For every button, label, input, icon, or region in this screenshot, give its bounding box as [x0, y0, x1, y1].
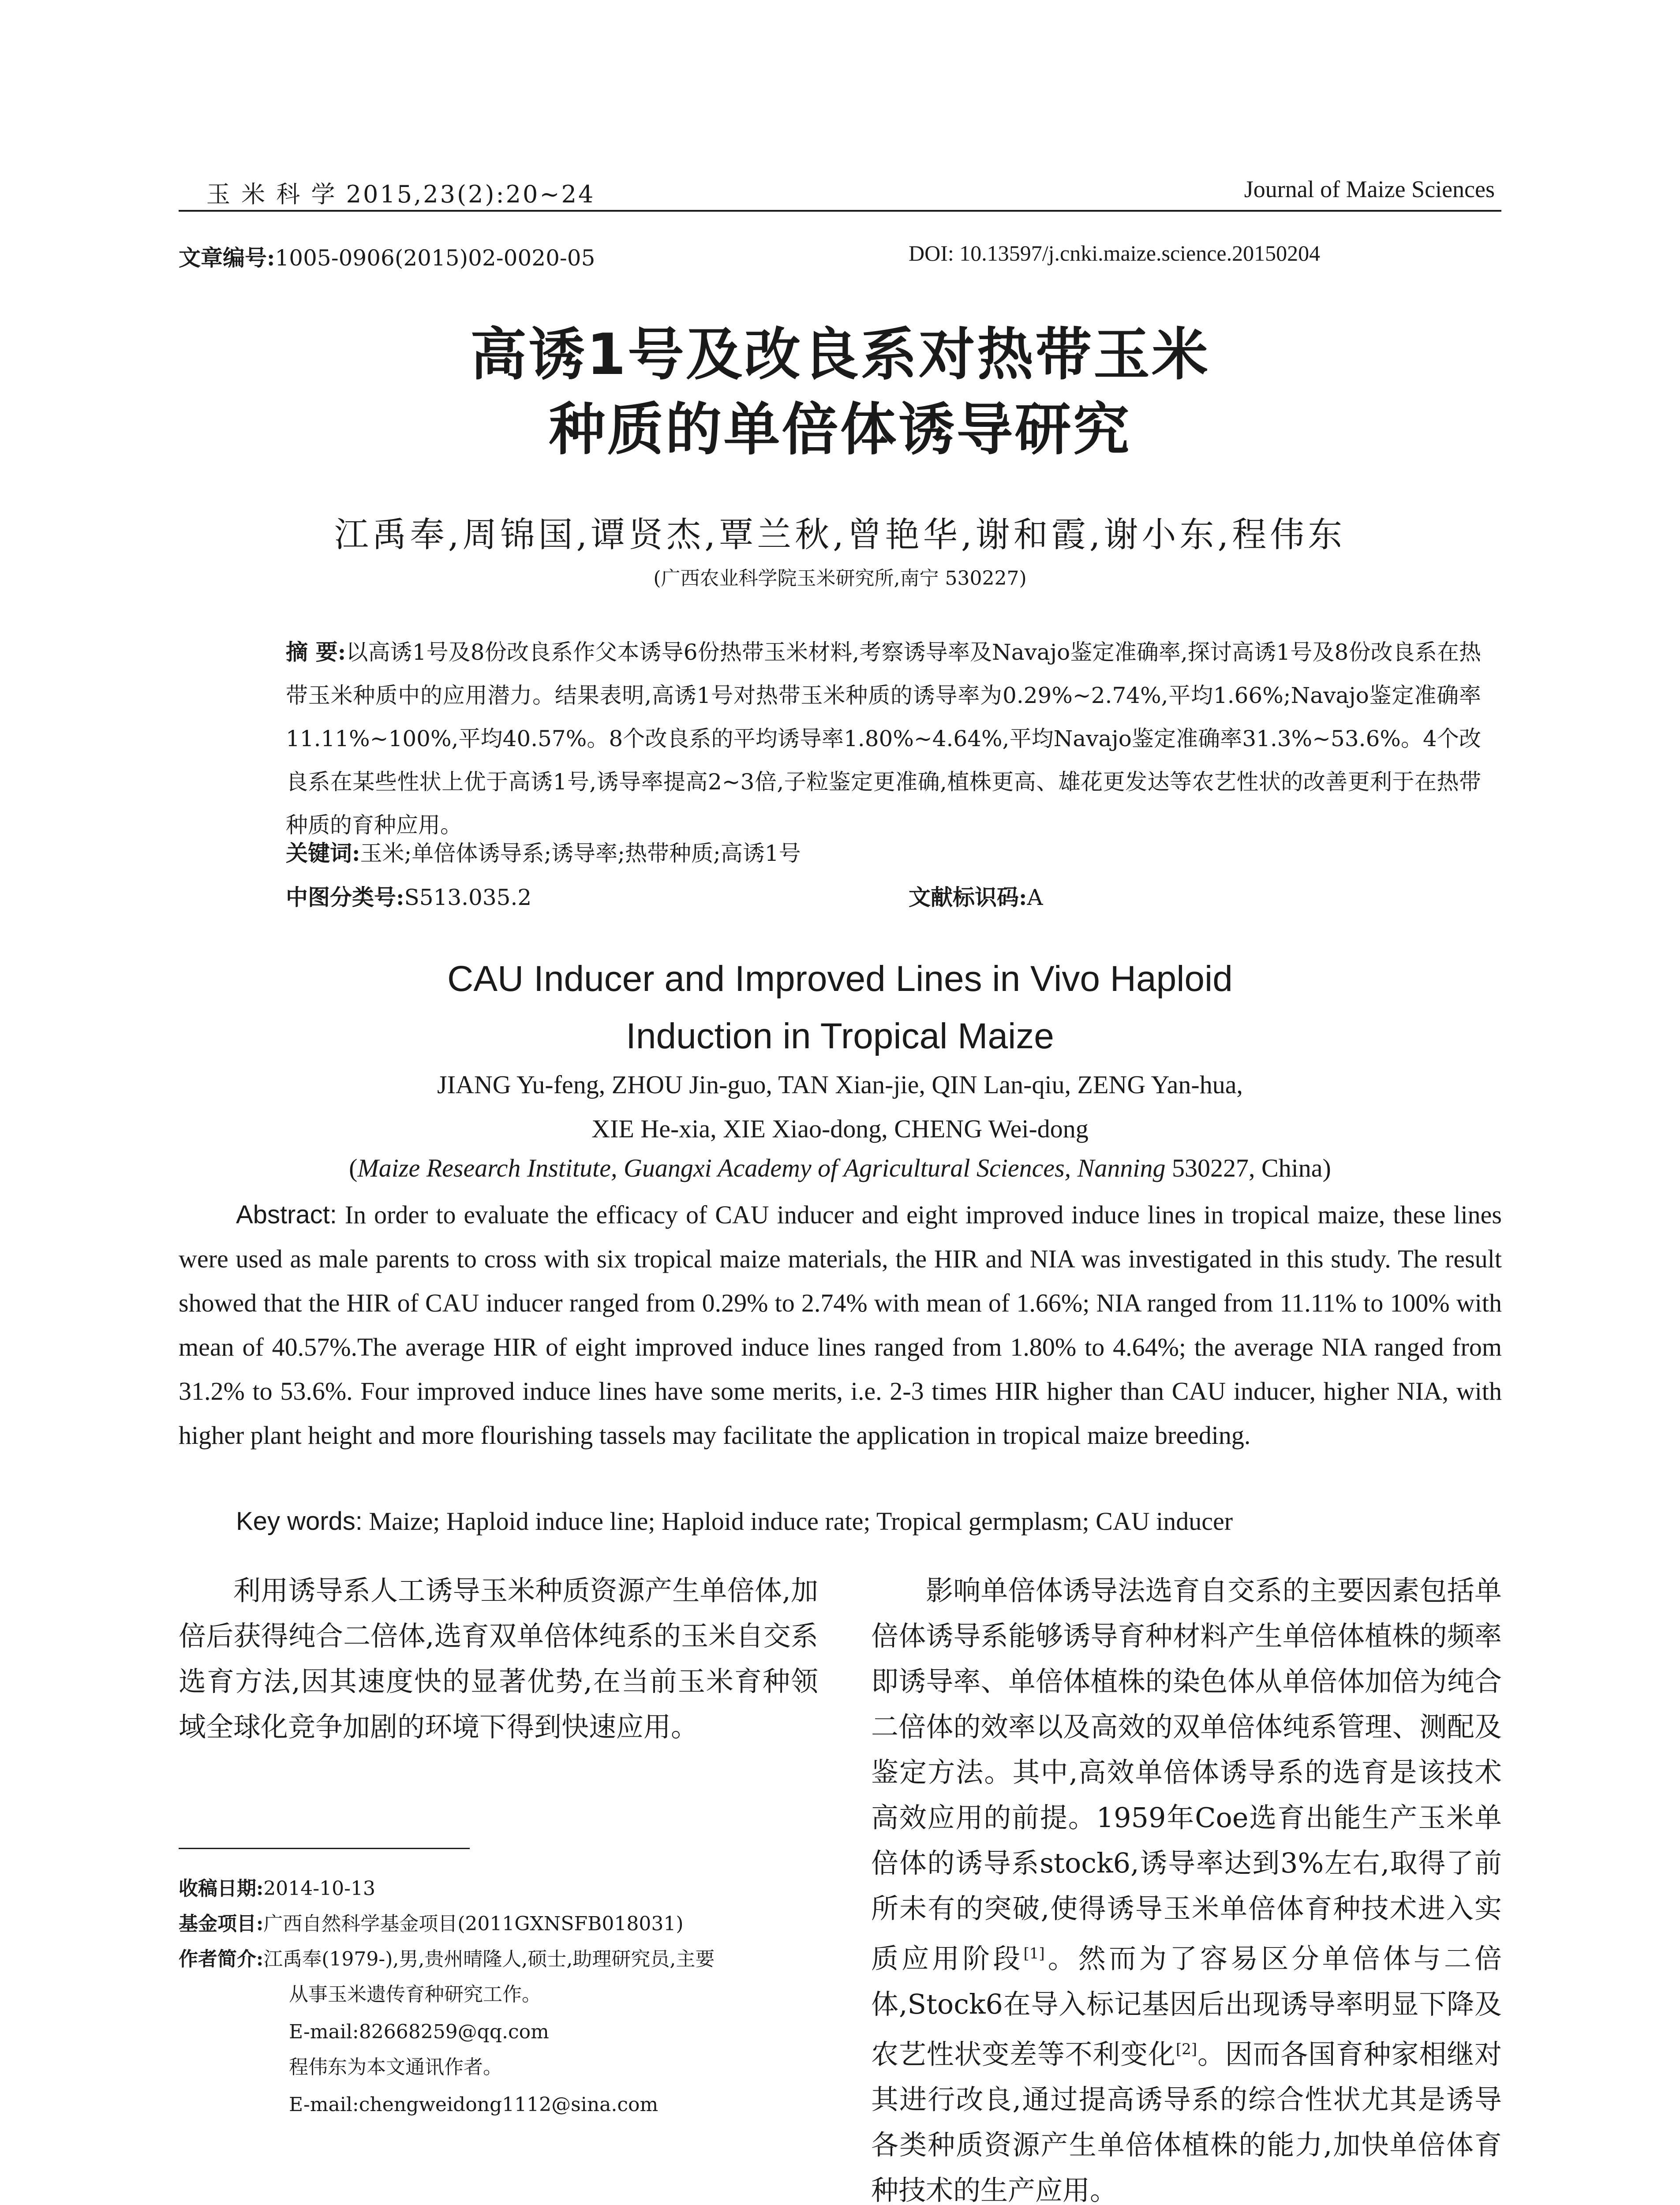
citation-2[interactable]: [2] — [1175, 2040, 1197, 2058]
en-abstract-label: Abstract: — [236, 1200, 337, 1229]
fund-text: 广西自然科学基金项目(2011GXNSFB018031) — [263, 1913, 684, 1935]
en-abstract-text: In order to evaluate the efficacy of CAU inducer and eight improved induce lines in tropical maize, these lines were used as male parents to cross with six tropical maize materials, the HIR and NIA was investigated in this study. The result showed that the HIR of CAU inducer ranged from 0.29% to 2.74% with mean of 1.66%; NIA ranged from 11.11% to 100% with mean of 40.57%.The average HIR of eight improved induce lines ranged from 1.80% to 4.64%; the average NIA ranged from 31.2% to 53.6%. Four improved induce lines have some merits, i.e. 2-3 times HIR higher than CAU inducer, higher NIA, with higher plant height and more flourishing tassels may facilitate the application in tropical maize breeding. — [179, 1200, 1502, 1450]
body-right-text-b: 。然而为了容易区分单倍体与二倍体,Stock6在导入标记基因后出现诱导率明显下降及农艺性状变差等不利变化 — [871, 1942, 1502, 2070]
cn-affiliation: (广西农业科学院玉米研究所,南宁 530227) — [653, 567, 1027, 590]
cn-keywords — [286, 836, 801, 867]
clc-value: S513.035.2 — [404, 885, 532, 910]
author-bio-line2: 从事玉米遗传育种研究工作。 — [289, 1983, 541, 2006]
document-code-label: 文献标识码: — [909, 884, 1027, 910]
cn-abstract-text: 以高诱1号及8份改良系作父本诱导6份热带玉米材料,考察诱导率及Navajo鉴定准确率,探讨高诱1号及8份改良系在热带玉米种质中的应用潜力。结果表明,高诱1号对热带玉米种质的诱导率为0.29%~2.74%,平均1.66%;Navajo鉴定准确率11.11%~100%,平均40.57%。8个改良系的平均诱导率1.80%~4.64%,平均Navajo鉴定准确率31.3%~53.6%。4个改良系在某些性状上优于高诱1号,诱导率提高2~3倍,子粒鉴定更准确,植株更高、雄花更发达等农艺性状的改善更利于在热带种质的育种应用。 — [286, 639, 1481, 838]
en-affiliation-suffix: 530227, China) — [1165, 1154, 1331, 1182]
author-bio-label: 作者简介: — [179, 1948, 264, 1970]
body-right-text-a: 影响单倍体诱导法选育自交系的主要因素包括单倍体诱导系能够诱导育种材料产生单倍体植株的频率即诱导率、单倍体植株的染色体从单倍体加倍为纯合二倍体的效率以及高效的双单倍体纯系管理、测配及鉴定方法。其中,高效单倍体诱导系的选育是该技术高效应用的前提。1959年Coe选育出能生产玉米单倍体的诱导系stock6,诱导率达到3%左右,取得了前所未有的突破,使得诱导玉米单倍体育种技术进入实质应用阶段 — [871, 1574, 1502, 1975]
en-affiliation-prefix: ( — [349, 1154, 358, 1182]
cn-abstract-label: 摘 要: — [286, 639, 346, 665]
footnote-rule — [179, 1848, 470, 1849]
document-code-value: A — [1027, 885, 1043, 910]
en-keywords — [179, 1499, 1502, 1544]
footnote-received — [179, 1872, 375, 1905]
body-left-paragraph: 利用诱导系人工诱导玉米种质资源产生单倍体,加倍后获得纯合二倍体,选育双单倍体纯系的玉米自交系选育方法,因其速度快的显著优势,在当前玉米育种领域全球化竞争加剧的环境下得到快速应用。 — [179, 1574, 818, 1743]
body-right-text-c: 。因而各国育种家相继对其进行改良,通过提高诱导系的综合性状尤其是诱导各类种质资源产生单倍体植株的能力,加快单倍体育种技术的生产应用。 — [871, 2038, 1502, 2205]
en-affiliation-italic: Maize Research Institute, Guangxi Academy of Agricultural Sciences, Nanning — [357, 1154, 1166, 1182]
en-authors-line2: XIE He-xia, XIE Xiao-dong, CHENG Wei-dong — [591, 1114, 1089, 1143]
article-number — [179, 240, 595, 272]
en-title-line2: Induction in Tropical Maize — [626, 1016, 1054, 1056]
received-label: 收稿日期: — [179, 1877, 264, 1900]
footnote-fund — [179, 1907, 684, 1940]
en-authors-line1: JIANG Yu-feng, ZHOU Jin-guo, TAN Xian-jie, QIN Lan-qiu, ZENG Yan-hua, — [437, 1070, 1243, 1099]
author-email: E-mail:82668259@qq.com — [289, 2021, 549, 2043]
corresponding-author-email: E-mail:chengweidong1112@sina.com — [289, 2093, 659, 2116]
header-rule — [179, 210, 1501, 212]
cn-abstract — [286, 631, 1481, 847]
body-right-paragraph — [871, 1568, 1502, 2205]
footnote-author — [179, 1943, 715, 1976]
en-title-line1: CAU Inducer and Improved Lines in Vivo Haploid — [447, 959, 1233, 999]
document-code — [909, 880, 1043, 912]
en-keywords-label: Key words: — [236, 1507, 363, 1536]
fund-label: 基金项目: — [179, 1913, 264, 1935]
running-header-left: 玉 米 科 学 2015,23(2):20~24 — [206, 180, 595, 208]
citation-1[interactable]: [1] — [1023, 1945, 1045, 1962]
cn-authors: 江禹奉,周锦国,谭贤杰,覃兰秋,曾艳华,谢和霞,谢小东,程伟东 — [334, 515, 1346, 555]
clc-number — [286, 880, 531, 912]
clc-label: 中图分类号: — [286, 884, 404, 910]
cn-keywords-text: 玉米;单倍体诱导系;诱导率;热带种质;高诱1号 — [360, 841, 801, 866]
cn-title-line1: 高诱1号及改良系对热带玉米 — [470, 322, 1210, 388]
cn-keywords-label: 关键词: — [286, 840, 360, 866]
doi: DOI: 10.13597/j.cnki.maize.science.20150204 — [909, 241, 1321, 265]
en-abstract — [179, 1193, 1502, 1458]
article-number-label: 文章编号: — [179, 245, 275, 271]
en-keywords-text: Maize; Haploid induce line; Haploid induce rate; Tropical germplasm; CAU inducer — [362, 1507, 1233, 1536]
corresponding-author-note: 程伟东为本文通讯作者。 — [289, 2056, 502, 2078]
cn-title-line2: 种质的单倍体诱导研究 — [549, 397, 1131, 463]
en-affiliation — [0, 1153, 1680, 1183]
article-number-value: 1005-0906(2015)02-0020-05 — [275, 245, 595, 271]
received-date: 2014-10-13 — [263, 1877, 375, 1900]
author-bio-line1: 江禹奉(1979-),男,贵州晴隆人,硕士,助理研究员,主要 — [263, 1948, 715, 1970]
running-header-right: Journal of Maize Sciences — [1244, 176, 1495, 202]
